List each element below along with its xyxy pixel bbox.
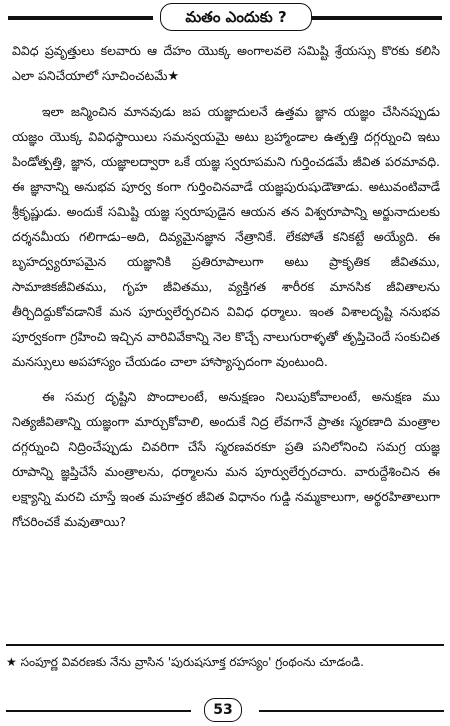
- header-rule-right: [312, 16, 442, 20]
- chapter-title: మతం ఎందుకు ?: [160, 3, 312, 31]
- paragraph-3: ఈ సమగ్ర దృష్టిని పొందాలంటే, అనుక్షణం నిలుపుకోవాలంటే, అనుక్షణ ము నిత్యజీవితాన్ని యజ్ఞంగా మార్చుకోవాలి, అందుకే నిద్ర లేవగానే ప్రాతః స్మరణాది మంత్రాల దగ్గర్నుంచి నిద్రించేప్పుడు చివరిగా చేసే స్మరణవరకూ ప్రతి పనిలోనించి సమగ్ర యజ్ఞ రూపాన్ని జ్ఞప్తిచేసే మంత్రాలను, ధర్మాలను మన పూర్వులేర్పరచారు. వారుద్దేశించిన ఈ లక్ష్యాన్ని మరచి చూస్తే ఇంత మహత్తర జీవిత విధానం గుడ్డి నమ్మకాలుగా, అర్థరహితాలుగా గోచరించకే మవుతాయి?: [12, 389, 440, 529]
- footnote-star-icon: ★: [167, 69, 180, 84]
- paragraph-2: ఇలా జన్మించిన మానవుడు జప యజ్ఞాదులనే ఉత్తమ జ్ఞాన యజ్ఞం చేసినప్పుడు యజ్ఞం యొక్క వివిధస్థాయిలు సమన్వయమై అటు బ్రహ్మాండాల ఉత్పత్తి దగ్గర్నుంచి ఇటు పిండోత్పత్తి, జ్ఞాన, యజ్ఞాలద్వారా ఒకే యజ్ఞ స్వరూపమని గుర్తించడమే జీవిత పరమావధి. ఈ జ్ఞానాన్ని అనుభవ పూర్వ కంగా గుర్తించినవాడే యజ్ఞపురుషుడౌతాడు. అటువంటివాడే శ్రీకృష్ణుడు. అందుకే సమిష్టి యజ్ఞ స్వరూపుడైన ఆయన తన విశ్వరూపాన్ని అర్జునాదులకు దర్శనమీయ గలిగాడు–అది, దివ్యమైనజ్ఞాన నేత్రానికే. లేకపోతే కనికట్టే అయ్యేది. ఈ బృహద్వ్యరూపమైన యజ్ఞానికి ప్రతిరూపాలుగా అటు ప్రాకృతిక జీవితము, సామాజికజీవితము, గృహ జీవితము, వ్యక్తిగత శారీరక మానసిక జీవితాలను తీర్చిదిద్దుకోవడానికే మన పూర్వులేర్పరచిన వివిధ ధర్మాలు. ఇంత విశాలదృష్టి ననుభవ పూర్వకంగా గ్రహించి ఇచ్చిన వారివివేకాన్ని నెల కొచ్చే నాలుగురాళ్ళతో తృప్తిచెందే సంకుచిత మనస్సులు అపహాస్యం చేయడం చాలా హాస్యాస్పదంగా వుంటుంది.: [12, 104, 440, 369]
- paragraph-1: [12, 38, 440, 89]
- footer-rule-left: [6, 710, 191, 712]
- page-body: [12, 38, 440, 544]
- paragraph-1-text: వివిధ ప్రవృత్తులు కలవారు ఆ దేహం యొక్క అంగాలవలె సమిష్టి శ్రేయస్సు కొరకు కలిసి ఎలా పనిచేయాలో సూచించటమే: [12, 43, 440, 83]
- footnote-section: [6, 644, 444, 672]
- page-number: 53: [204, 698, 242, 722]
- footnote: ★ సంపూర్ణ వివరణకు నేను వ్రాసిన 'పురుషసూక్త రహస్యం' గ్రంథంను చూడండి.: [6, 655, 364, 669]
- page-footer: [6, 696, 444, 724]
- page-header: [0, 0, 450, 34]
- header-rule-left: [8, 16, 153, 20]
- footnote-divider: [6, 644, 444, 646]
- footer-rule-right: [259, 710, 444, 712]
